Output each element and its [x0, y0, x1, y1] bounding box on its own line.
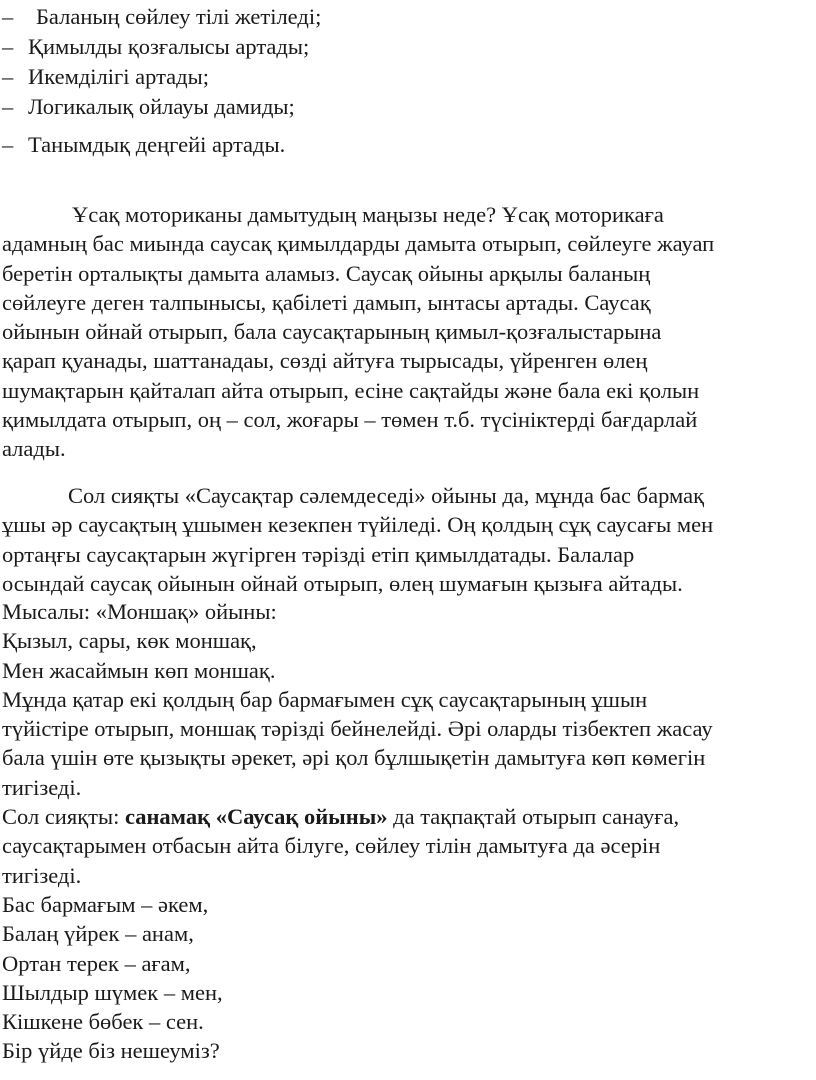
- paragraph-line: ойынын ойнай отырып, бала саусақтарының қимыл-қозғалыстарына: [2, 319, 662, 345]
- dash-marker: –: [2, 94, 14, 119]
- text-line: тигізеді.: [2, 862, 82, 888]
- sanamak-suffix: да тақпақтай отырып санауға,: [387, 804, 680, 830]
- list-item-text: Қимылды қозғалысы артады;: [28, 34, 310, 59]
- dash-marker: –: [2, 4, 14, 29]
- dash-marker: –: [2, 64, 14, 89]
- poem-line: Мен жасаймын көп моншақ.: [2, 657, 276, 683]
- poem-line: Шылдыр шүмек – мен,: [2, 979, 223, 1005]
- paragraph-line: адамның бас миында саусақ қимылдарды дамыта отырып, сөйлеуге жауап: [2, 231, 715, 257]
- poem-line: Бір үйде біз нешеуміз?: [2, 1038, 220, 1064]
- paragraph-line: Ұсақ моториканы дамытудың маңызы неде? Ұсақ моторикаға: [72, 202, 664, 227]
- paragraph-line: қарап қуанады, шаттанадаы, сөзді айтуға тырысады, үйренген өлең: [2, 348, 648, 374]
- poem-line: Ортан терек – ағам,: [2, 950, 191, 976]
- dash-marker: –: [2, 132, 14, 157]
- sanamak-title: санамақ «Саусақ ойыны»: [124, 804, 388, 830]
- paragraph-line: беретін орталықты дамыта аламыз. Саусақ ойыны арқылы баланың: [2, 260, 651, 286]
- list-item: [2, 130, 802, 160]
- paragraph-line: ортаңғы саусақтарын жүгірген тәрізді етіп қимылдатады. Балалар: [2, 541, 635, 567]
- list-item-text: Икемділігі артады;: [28, 64, 209, 89]
- paragraph-fine-motor: [2, 200, 812, 464]
- sanamak-line: [2, 802, 814, 831]
- paragraph-line: қимылдата отырып, оң – сол, жоғары – төмен т.б. түсініктерді бағдарлай: [2, 407, 698, 433]
- list-item-text: Логикалық ойлауы дамиды;: [28, 94, 295, 119]
- poem-line: Балаң үйрек – анам,: [2, 921, 194, 947]
- poem-line: Қызыл, сары, көк моншақ,: [2, 628, 257, 654]
- poem-line: Кішкене бөбек – сен.: [2, 1009, 204, 1035]
- text-line: бала үшін өте қызықты әрекет, әрі қол бұлшықетін дамытуға көп көмегін: [2, 745, 706, 771]
- benefit-list: [2, 2, 802, 160]
- paragraph-line: ұшы әр саусақтың ұшымен кезекпен түйіледі. Оң қолдың сұқ саусағы мен: [2, 512, 714, 538]
- list-item: [2, 2, 802, 32]
- text-line: тигізеді.: [2, 774, 82, 800]
- poem-line: Бас бармағым – әкем,: [2, 891, 209, 917]
- list-item-text: Танымдық деңгейі артады.: [28, 132, 286, 157]
- list-item-text: Баланың сөйлеу тілі жетіледі;: [36, 4, 322, 29]
- dash-marker: –: [2, 34, 14, 59]
- paragraph-line: алады.: [2, 436, 66, 462]
- paragraph-line: шумақтарын қайталап айта отырып, есіне сақтайды және бала екі қолын: [2, 377, 700, 403]
- list-item: [2, 62, 802, 92]
- examples-block: [2, 597, 814, 1066]
- paragraph-line: осындай саусақ ойынын ойнай отырып, өлең шумағын қызыға айтады.: [2, 570, 683, 596]
- paragraph-line: Сол сияқты «Саусақтар сәлемдеседі» ойыны да, мұнда бас бармақ: [68, 483, 704, 508]
- text-line: саусақтарымен отбасын айта білуге, сөйлеу тілін дамытуға да әсерін: [2, 833, 661, 859]
- paragraph-line: сөйлеуге деген талпынысы, қабілеті дамып, ынтасы артады. Саусақ: [2, 289, 651, 315]
- text-line: түйістіре отырып, моншақ тәрізді бейнелейді. Әрі оларды тізбектеп жасау: [2, 716, 713, 742]
- list-item: [2, 92, 802, 122]
- list-item: [2, 32, 802, 62]
- sanamak-prefix: Сол сияқты:: [2, 804, 125, 830]
- text-line: Мұнда қатар екі қолдың бар бармағымен сұқ саусақтарының ұшын: [2, 686, 648, 712]
- paragraph-finger-game: [2, 481, 812, 598]
- text-line: Мысалы: «Моншақ» ойыны:: [2, 599, 277, 624]
